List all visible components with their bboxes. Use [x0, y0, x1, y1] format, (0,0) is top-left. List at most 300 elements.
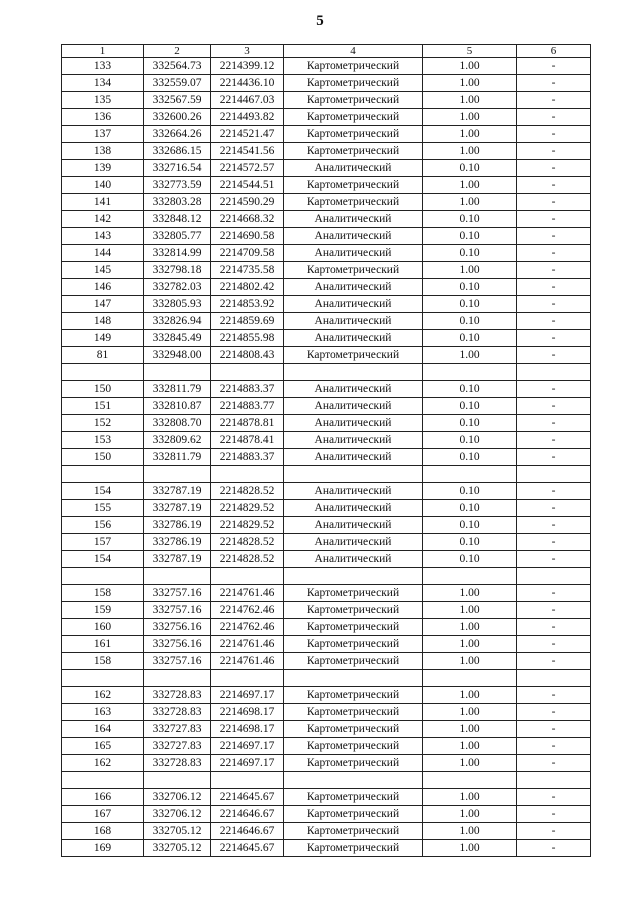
cell-y-coordinate: 2214697.17 — [211, 687, 284, 704]
cell-point-number: 141 — [62, 194, 144, 211]
cell-note: - — [517, 585, 591, 602]
cell-accuracy: 1.00 — [423, 602, 517, 619]
cell-x-coordinate: 332756.16 — [144, 636, 211, 653]
cell-point-number: 150 — [62, 449, 144, 466]
table-row — [62, 636, 591, 653]
cell-accuracy — [423, 364, 517, 381]
table-row — [62, 619, 591, 636]
table-row — [62, 653, 591, 670]
cell-y-coordinate — [211, 670, 284, 687]
cell-note: - — [517, 160, 591, 177]
table-row — [62, 585, 591, 602]
table-row — [62, 313, 591, 330]
table-row — [62, 245, 591, 262]
cell-point-number: 147 — [62, 296, 144, 313]
cell-y-coordinate: 2214878.81 — [211, 415, 284, 432]
table-row — [62, 364, 591, 381]
table-row — [62, 330, 591, 347]
table-row — [62, 92, 591, 109]
cell-x-coordinate: 332706.12 — [144, 806, 211, 823]
cell-method: Картометрический — [284, 653, 423, 670]
cell-x-coordinate: 332727.83 — [144, 721, 211, 738]
cell-x-coordinate: 332567.59 — [144, 92, 211, 109]
cell-note: - — [517, 687, 591, 704]
cell-x-coordinate: 332948.00 — [144, 347, 211, 364]
cell-accuracy: 1.00 — [423, 823, 517, 840]
cell-point-number: 150 — [62, 381, 144, 398]
cell-y-coordinate: 2214829.52 — [211, 500, 284, 517]
cell-x-coordinate: 332727.83 — [144, 738, 211, 755]
cell-point-number: 140 — [62, 177, 144, 194]
cell-point-number: 142 — [62, 211, 144, 228]
column-header-6: 6 — [517, 45, 591, 58]
cell-method: Картометрический — [284, 109, 423, 126]
table-row — [62, 296, 591, 313]
cell-method: Аналитический — [284, 228, 423, 245]
cell-note: - — [517, 228, 591, 245]
cell-x-coordinate: 332559.07 — [144, 75, 211, 92]
table-row — [62, 432, 591, 449]
cell-method: Аналитический — [284, 330, 423, 347]
cell-x-coordinate: 332810.87 — [144, 398, 211, 415]
cell-accuracy: 1.00 — [423, 585, 517, 602]
cell-x-coordinate: 332845.49 — [144, 330, 211, 347]
table-row — [62, 823, 591, 840]
cell-point-number: 134 — [62, 75, 144, 92]
cell-y-coordinate: 2214883.37 — [211, 449, 284, 466]
cell-x-coordinate: 332803.28 — [144, 194, 211, 211]
cell-point-number: 137 — [62, 126, 144, 143]
cell-accuracy: 0.10 — [423, 551, 517, 568]
cell-y-coordinate: 2214697.17 — [211, 755, 284, 772]
cell-accuracy: 0.10 — [423, 500, 517, 517]
table-row — [62, 160, 591, 177]
cell-point-number: 155 — [62, 500, 144, 517]
cell-x-coordinate: 332756.16 — [144, 619, 211, 636]
cell-point-number: 135 — [62, 92, 144, 109]
cell-point-number: 162 — [62, 755, 144, 772]
cell-note: - — [517, 177, 591, 194]
table-row — [62, 789, 591, 806]
table-row — [62, 568, 591, 585]
table-row — [62, 755, 591, 772]
table-row — [62, 109, 591, 126]
cell-x-coordinate — [144, 568, 211, 585]
cell-y-coordinate: 2214828.52 — [211, 551, 284, 568]
cell-x-coordinate: 332773.59 — [144, 177, 211, 194]
cell-note: - — [517, 92, 591, 109]
table-body — [62, 58, 591, 857]
cell-point-number: 169 — [62, 840, 144, 857]
cell-accuracy — [423, 670, 517, 687]
cell-method: Картометрический — [284, 619, 423, 636]
column-header-4: 4 — [284, 45, 423, 58]
cell-point-number — [62, 670, 144, 687]
cell-x-coordinate: 332805.93 — [144, 296, 211, 313]
table-row — [62, 840, 591, 857]
cell-method: Картометрический — [284, 704, 423, 721]
cell-method: Картометрический — [284, 585, 423, 602]
cell-note: - — [517, 500, 591, 517]
cell-method: Аналитический — [284, 551, 423, 568]
cell-note: - — [517, 143, 591, 160]
cell-point-number: 81 — [62, 347, 144, 364]
cell-x-coordinate: 332757.16 — [144, 585, 211, 602]
cell-x-coordinate: 332664.26 — [144, 126, 211, 143]
cell-note — [517, 466, 591, 483]
cell-point-number: 145 — [62, 262, 144, 279]
cell-point-number — [62, 466, 144, 483]
cell-method: Аналитический — [284, 517, 423, 534]
cell-y-coordinate: 2214762.46 — [211, 602, 284, 619]
cell-method: Картометрический — [284, 738, 423, 755]
cell-y-coordinate: 2214802.42 — [211, 279, 284, 296]
cell-x-coordinate: 332848.12 — [144, 211, 211, 228]
cell-point-number: 165 — [62, 738, 144, 755]
cell-point-number — [62, 772, 144, 789]
cell-accuracy: 0.10 — [423, 415, 517, 432]
cell-y-coordinate: 2214735.58 — [211, 262, 284, 279]
table-row — [62, 806, 591, 823]
cell-x-coordinate: 332826.94 — [144, 313, 211, 330]
cell-accuracy: 0.10 — [423, 449, 517, 466]
cell-y-coordinate: 2214808.43 — [211, 347, 284, 364]
cell-x-coordinate: 332686.15 — [144, 143, 211, 160]
cell-y-coordinate: 2214829.52 — [211, 517, 284, 534]
cell-point-number: 149 — [62, 330, 144, 347]
cell-accuracy: 0.10 — [423, 432, 517, 449]
cell-note: - — [517, 194, 591, 211]
cell-y-coordinate: 2214544.51 — [211, 177, 284, 194]
cell-y-coordinate: 2214690.58 — [211, 228, 284, 245]
cell-note: - — [517, 398, 591, 415]
table-row — [62, 398, 591, 415]
cell-accuracy: 0.10 — [423, 330, 517, 347]
cell-method: Аналитический — [284, 211, 423, 228]
cell-note: - — [517, 704, 591, 721]
cell-point-number — [62, 364, 144, 381]
cell-note: - — [517, 602, 591, 619]
cell-y-coordinate: 2214521.47 — [211, 126, 284, 143]
cell-y-coordinate: 2214668.32 — [211, 211, 284, 228]
cell-point-number: 136 — [62, 109, 144, 126]
cell-x-coordinate: 332787.19 — [144, 551, 211, 568]
cell-y-coordinate: 2214709.58 — [211, 245, 284, 262]
cell-point-number: 160 — [62, 619, 144, 636]
cell-method — [284, 772, 423, 789]
cell-y-coordinate — [211, 364, 284, 381]
cell-y-coordinate: 2214698.17 — [211, 704, 284, 721]
cell-x-coordinate — [144, 364, 211, 381]
cell-accuracy: 1.00 — [423, 789, 517, 806]
cell-accuracy: 0.10 — [423, 228, 517, 245]
cell-point-number: 146 — [62, 279, 144, 296]
cell-method: Картометрический — [284, 143, 423, 160]
cell-x-coordinate: 332809.62 — [144, 432, 211, 449]
cell-accuracy: 0.10 — [423, 398, 517, 415]
table-row — [62, 262, 591, 279]
cell-accuracy: 1.00 — [423, 619, 517, 636]
cell-method: Аналитический — [284, 296, 423, 313]
cell-y-coordinate: 2214436.10 — [211, 75, 284, 92]
table-row — [62, 602, 591, 619]
cell-x-coordinate: 332805.77 — [144, 228, 211, 245]
cell-note: - — [517, 721, 591, 738]
cell-x-coordinate: 332814.99 — [144, 245, 211, 262]
cell-method: Аналитический — [284, 245, 423, 262]
cell-method — [284, 466, 423, 483]
cell-x-coordinate: 332787.19 — [144, 500, 211, 517]
cell-note: - — [517, 211, 591, 228]
cell-method: Картометрический — [284, 789, 423, 806]
cell-accuracy: 1.00 — [423, 109, 517, 126]
cell-y-coordinate: 2214467.03 — [211, 92, 284, 109]
coordinates-table — [61, 44, 591, 857]
cell-x-coordinate: 332811.79 — [144, 381, 211, 398]
cell-accuracy: 1.00 — [423, 194, 517, 211]
cell-x-coordinate: 332705.12 — [144, 823, 211, 840]
cell-note: - — [517, 551, 591, 568]
cell-x-coordinate — [144, 772, 211, 789]
cell-y-coordinate: 2214855.98 — [211, 330, 284, 347]
table-row — [62, 738, 591, 755]
cell-y-coordinate: 2214828.52 — [211, 534, 284, 551]
cell-point-number: 156 — [62, 517, 144, 534]
cell-x-coordinate: 332786.19 — [144, 534, 211, 551]
cell-point-number: 151 — [62, 398, 144, 415]
cell-point-number: 138 — [62, 143, 144, 160]
table-row — [62, 58, 591, 75]
cell-y-coordinate: 2214645.67 — [211, 789, 284, 806]
cell-method: Аналитический — [284, 313, 423, 330]
cell-note: - — [517, 517, 591, 534]
cell-point-number: 148 — [62, 313, 144, 330]
cell-method: Картометрический — [284, 755, 423, 772]
table-row — [62, 517, 591, 534]
cell-note: - — [517, 279, 591, 296]
cell-x-coordinate: 332786.19 — [144, 517, 211, 534]
cell-accuracy: 0.10 — [423, 160, 517, 177]
cell-note: - — [517, 653, 591, 670]
table-row — [62, 75, 591, 92]
cell-method: Картометрический — [284, 347, 423, 364]
cell-accuracy: 0.10 — [423, 279, 517, 296]
cell-note: - — [517, 483, 591, 500]
cell-method: Картометрический — [284, 806, 423, 823]
cell-point-number: 139 — [62, 160, 144, 177]
cell-x-coordinate: 332757.16 — [144, 602, 211, 619]
cell-y-coordinate — [211, 466, 284, 483]
cell-point-number: 133 — [62, 58, 144, 75]
table-row — [62, 704, 591, 721]
cell-accuracy: 0.10 — [423, 313, 517, 330]
cell-accuracy: 1.00 — [423, 126, 517, 143]
cell-method: Картометрический — [284, 602, 423, 619]
cell-method: Аналитический — [284, 449, 423, 466]
cell-accuracy: 0.10 — [423, 245, 517, 262]
cell-accuracy — [423, 772, 517, 789]
cell-note: - — [517, 449, 591, 466]
cell-point-number: 158 — [62, 585, 144, 602]
cell-point-number: 167 — [62, 806, 144, 823]
column-header-5: 5 — [423, 45, 517, 58]
cell-x-coordinate: 332716.54 — [144, 160, 211, 177]
cell-note — [517, 364, 591, 381]
cell-point-number: 164 — [62, 721, 144, 738]
cell-y-coordinate: 2214493.82 — [211, 109, 284, 126]
cell-x-coordinate: 332728.83 — [144, 755, 211, 772]
cell-note: - — [517, 755, 591, 772]
cell-point-number: 154 — [62, 551, 144, 568]
column-header-1: 1 — [62, 45, 144, 58]
cell-accuracy: 0.10 — [423, 483, 517, 500]
table-row — [62, 534, 591, 551]
cell-note: - — [517, 330, 591, 347]
cell-method: Аналитический — [284, 432, 423, 449]
cell-note — [517, 670, 591, 687]
cell-point-number: 166 — [62, 789, 144, 806]
page-number: 5 — [316, 13, 324, 29]
cell-accuracy — [423, 466, 517, 483]
cell-y-coordinate: 2214697.17 — [211, 738, 284, 755]
table-row — [62, 228, 591, 245]
cell-y-coordinate — [211, 568, 284, 585]
cell-method — [284, 568, 423, 585]
cell-accuracy: 0.10 — [423, 534, 517, 551]
cell-method — [284, 364, 423, 381]
cell-accuracy: 0.10 — [423, 517, 517, 534]
cell-y-coordinate: 2214541.56 — [211, 143, 284, 160]
cell-accuracy: 1.00 — [423, 687, 517, 704]
cell-note — [517, 772, 591, 789]
cell-accuracy: 1.00 — [423, 721, 517, 738]
cell-x-coordinate: 332728.83 — [144, 687, 211, 704]
cell-method: Картометрический — [284, 687, 423, 704]
cell-x-coordinate: 332798.18 — [144, 262, 211, 279]
cell-note: - — [517, 432, 591, 449]
cell-method: Картометрический — [284, 823, 423, 840]
table-row — [62, 687, 591, 704]
cell-note: - — [517, 806, 591, 823]
cell-x-coordinate: 332706.12 — [144, 789, 211, 806]
cell-y-coordinate: 2214761.46 — [211, 585, 284, 602]
cell-method: Картометрический — [284, 262, 423, 279]
cell-point-number: 159 — [62, 602, 144, 619]
cell-note: - — [517, 738, 591, 755]
cell-y-coordinate: 2214762.46 — [211, 619, 284, 636]
cell-y-coordinate: 2214646.67 — [211, 806, 284, 823]
cell-accuracy: 1.00 — [423, 58, 517, 75]
cell-accuracy: 0.10 — [423, 211, 517, 228]
cell-note: - — [517, 415, 591, 432]
table-row — [62, 177, 591, 194]
cell-y-coordinate: 2214828.52 — [211, 483, 284, 500]
cell-y-coordinate: 2214590.29 — [211, 194, 284, 211]
cell-method: Картометрический — [284, 126, 423, 143]
cell-point-number — [62, 568, 144, 585]
cell-method: Картометрический — [284, 194, 423, 211]
cell-note: - — [517, 313, 591, 330]
cell-x-coordinate: 332787.19 — [144, 483, 211, 500]
cell-method: Аналитический — [284, 500, 423, 517]
cell-accuracy: 1.00 — [423, 840, 517, 857]
cell-x-coordinate: 332757.16 — [144, 653, 211, 670]
cell-method — [284, 670, 423, 687]
cell-note: - — [517, 262, 591, 279]
cell-accuracy: 1.00 — [423, 262, 517, 279]
cell-method: Картометрический — [284, 840, 423, 857]
cell-accuracy: 1.00 — [423, 347, 517, 364]
cell-x-coordinate: 332811.79 — [144, 449, 211, 466]
cell-accuracy: 1.00 — [423, 636, 517, 653]
cell-accuracy: 1.00 — [423, 75, 517, 92]
cell-point-number: 163 — [62, 704, 144, 721]
cell-note: - — [517, 109, 591, 126]
column-header-3: 3 — [211, 45, 284, 58]
cell-note — [517, 568, 591, 585]
cell-y-coordinate: 2214646.67 — [211, 823, 284, 840]
cell-method: Аналитический — [284, 381, 423, 398]
cell-point-number: 162 — [62, 687, 144, 704]
cell-method: Картометрический — [284, 92, 423, 109]
cell-note: - — [517, 347, 591, 364]
cell-y-coordinate: 2214883.77 — [211, 398, 284, 415]
cell-x-coordinate: 332782.03 — [144, 279, 211, 296]
cell-x-coordinate — [144, 670, 211, 687]
table-row — [62, 721, 591, 738]
cell-accuracy: 0.10 — [423, 381, 517, 398]
cell-note: - — [517, 126, 591, 143]
table-row — [62, 381, 591, 398]
cell-accuracy: 1.00 — [423, 704, 517, 721]
cell-x-coordinate: 332728.83 — [144, 704, 211, 721]
column-header-2: 2 — [144, 45, 211, 58]
table-row — [62, 347, 591, 364]
cell-note: - — [517, 840, 591, 857]
cell-point-number: 157 — [62, 534, 144, 551]
cell-method: Картометрический — [284, 177, 423, 194]
cell-y-coordinate: 2214853.92 — [211, 296, 284, 313]
cell-note: - — [517, 75, 591, 92]
table-row — [62, 415, 591, 432]
table-row — [62, 194, 591, 211]
cell-point-number: 152 — [62, 415, 144, 432]
cell-x-coordinate: 332808.70 — [144, 415, 211, 432]
table-row — [62, 483, 591, 500]
cell-point-number: 161 — [62, 636, 144, 653]
cell-method: Картометрический — [284, 636, 423, 653]
cell-y-coordinate: 2214698.17 — [211, 721, 284, 738]
cell-y-coordinate: 2214572.57 — [211, 160, 284, 177]
cell-y-coordinate — [211, 772, 284, 789]
table-row — [62, 143, 591, 160]
cell-y-coordinate: 2214645.67 — [211, 840, 284, 857]
cell-method: Аналитический — [284, 415, 423, 432]
cell-method: Аналитический — [284, 534, 423, 551]
cell-note: - — [517, 823, 591, 840]
cell-accuracy: 1.00 — [423, 806, 517, 823]
cell-x-coordinate: 332600.26 — [144, 109, 211, 126]
cell-point-number: 168 — [62, 823, 144, 840]
cell-method: Аналитический — [284, 398, 423, 415]
cell-accuracy: 1.00 — [423, 738, 517, 755]
cell-accuracy: 1.00 — [423, 177, 517, 194]
cell-y-coordinate: 2214859.69 — [211, 313, 284, 330]
cell-x-coordinate: 332564.73 — [144, 58, 211, 75]
table-row — [62, 551, 591, 568]
cell-method: Картометрический — [284, 58, 423, 75]
cell-accuracy: 1.00 — [423, 143, 517, 160]
